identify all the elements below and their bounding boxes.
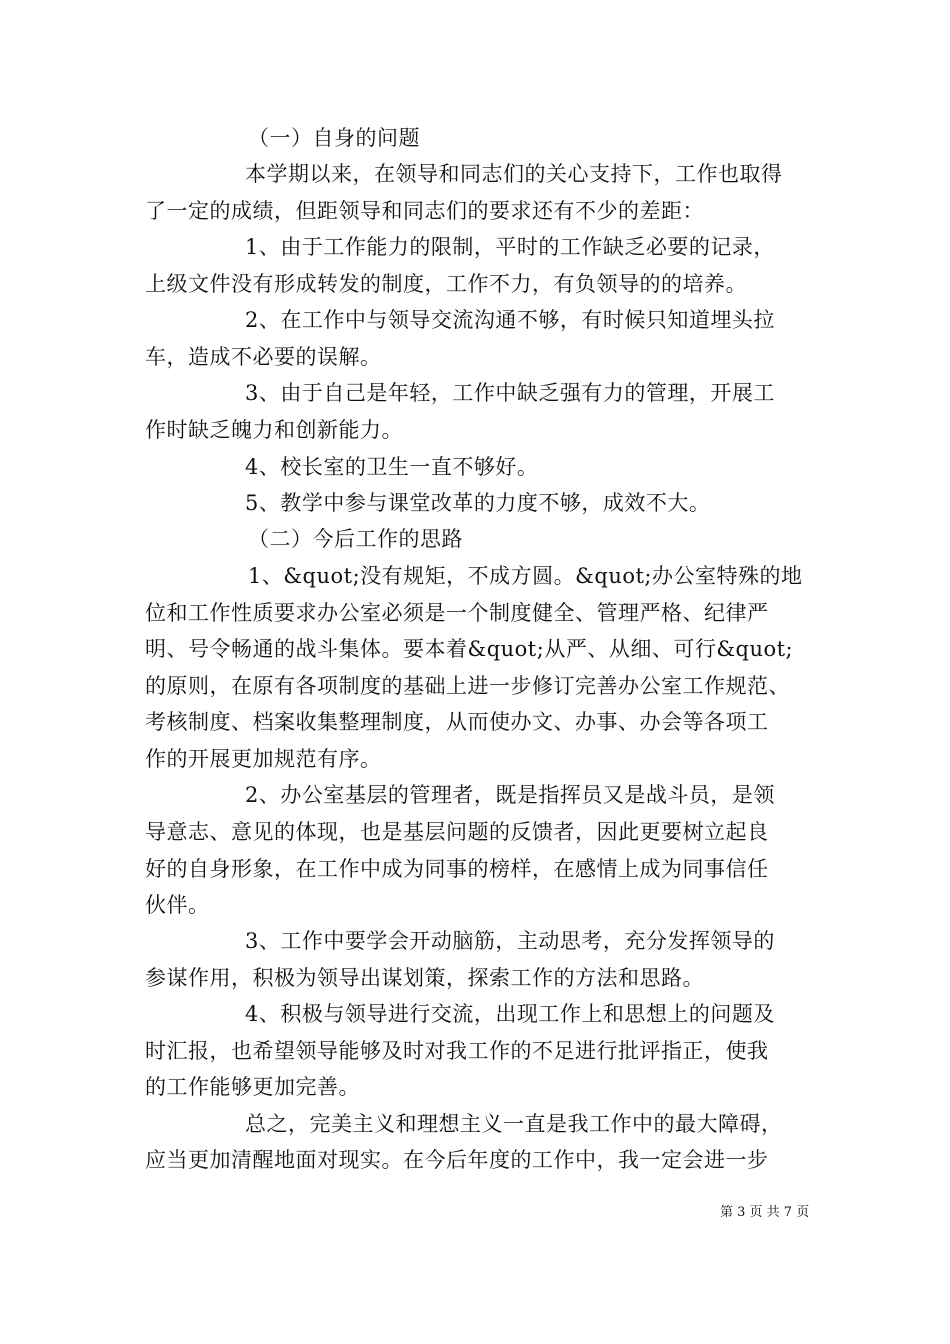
list-item-line: 时汇报，也希望领导能够及时对我工作的不足进行批评指正，使我 bbox=[145, 1039, 769, 1063]
list-item-line: 考核制度、档案收集整理制度，从而使办文、办事、办会等各项工 bbox=[145, 710, 769, 734]
list-item-line: 伙伴。 bbox=[145, 893, 210, 917]
list-item-line: 的工作能够更加完善。 bbox=[145, 1075, 360, 1099]
list-item-line: 4、积极与领导进行交流，出现工作上和思想上的问题及 bbox=[245, 1002, 775, 1026]
paragraph-line: 应当更加清醒地面对现实。在今后年度的工作中，我一定会进一步 bbox=[145, 1148, 769, 1172]
list-item-line: 3、由于自己是年轻，工作中缺乏强有力的管理，开展工 bbox=[245, 381, 775, 405]
list-item-line: 位和工作性质要求办公室必须是一个制度健全、管理严格、纪律严 bbox=[145, 601, 769, 625]
paragraph-line: 总之，完美主义和理想主义一直是我工作中的最大障碍， bbox=[245, 1112, 783, 1136]
list-item-line: 作的开展更加规范有序。 bbox=[145, 747, 382, 771]
list-item-line: 好的自身形象，在工作中成为同事的榜样，在感情上成为同事信任 bbox=[145, 857, 769, 881]
list-item-line: 上级文件没有形成转发的制度，工作不力，有负领导的的培养。 bbox=[145, 272, 747, 296]
list-item-line: 的原则，在原有各项制度的基础上进一步修订完善办公室工作规范、 bbox=[145, 674, 790, 698]
page-number-footer: 第 3 页 共 7 页 bbox=[720, 1205, 810, 1220]
list-item-line: 导意志、意见的体现，也是基层问题的反馈者，因此更要树立起良 bbox=[145, 820, 769, 844]
heading-section-one: （一）自身的问题 bbox=[248, 126, 420, 150]
list-item-line: 明、号令畅通的战斗集体。要本着&quot;从严、从细、可行&quot; bbox=[145, 637, 794, 661]
list-item-line: 2、在工作中与领导交流沟通不够，有时候只知道埋头拉 bbox=[245, 308, 775, 332]
list-item-line: 3、工作中要学会开动脑筋，主动思考，充分发挥领导的 bbox=[245, 929, 775, 953]
paragraph-line: 本学期以来，在领导和同志们的关心支持下，工作也取得 bbox=[245, 162, 783, 186]
list-item-line: 5、教学中参与课堂改革的力度不够，成效不大。 bbox=[245, 491, 711, 515]
list-item-line: 1、由于工作能力的限制，平时的工作缺乏必要的记录， bbox=[245, 235, 775, 259]
list-item-line: 1、&quot;没有规矩，不成方圆。&quot;办公室特殊的地 bbox=[248, 564, 803, 588]
list-item-line: 作时缺乏魄力和创新能力。 bbox=[145, 418, 403, 442]
list-item-line: 2、办公室基层的管理者，既是指挥员又是战斗员，是领 bbox=[245, 783, 775, 807]
list-item-line: 参谋作用，积极为领导出谋划策，探索工作的方法和思路。 bbox=[145, 966, 704, 990]
list-item-line: 4、校长室的卫生一直不够好。 bbox=[245, 455, 539, 479]
heading-section-two: （二）今后工作的思路 bbox=[248, 527, 463, 551]
paragraph-line: 了一定的成绩，但距领导和同志们的要求还有不少的差距： bbox=[145, 199, 704, 223]
list-item-line: 车，造成不必要的误解。 bbox=[145, 345, 382, 369]
